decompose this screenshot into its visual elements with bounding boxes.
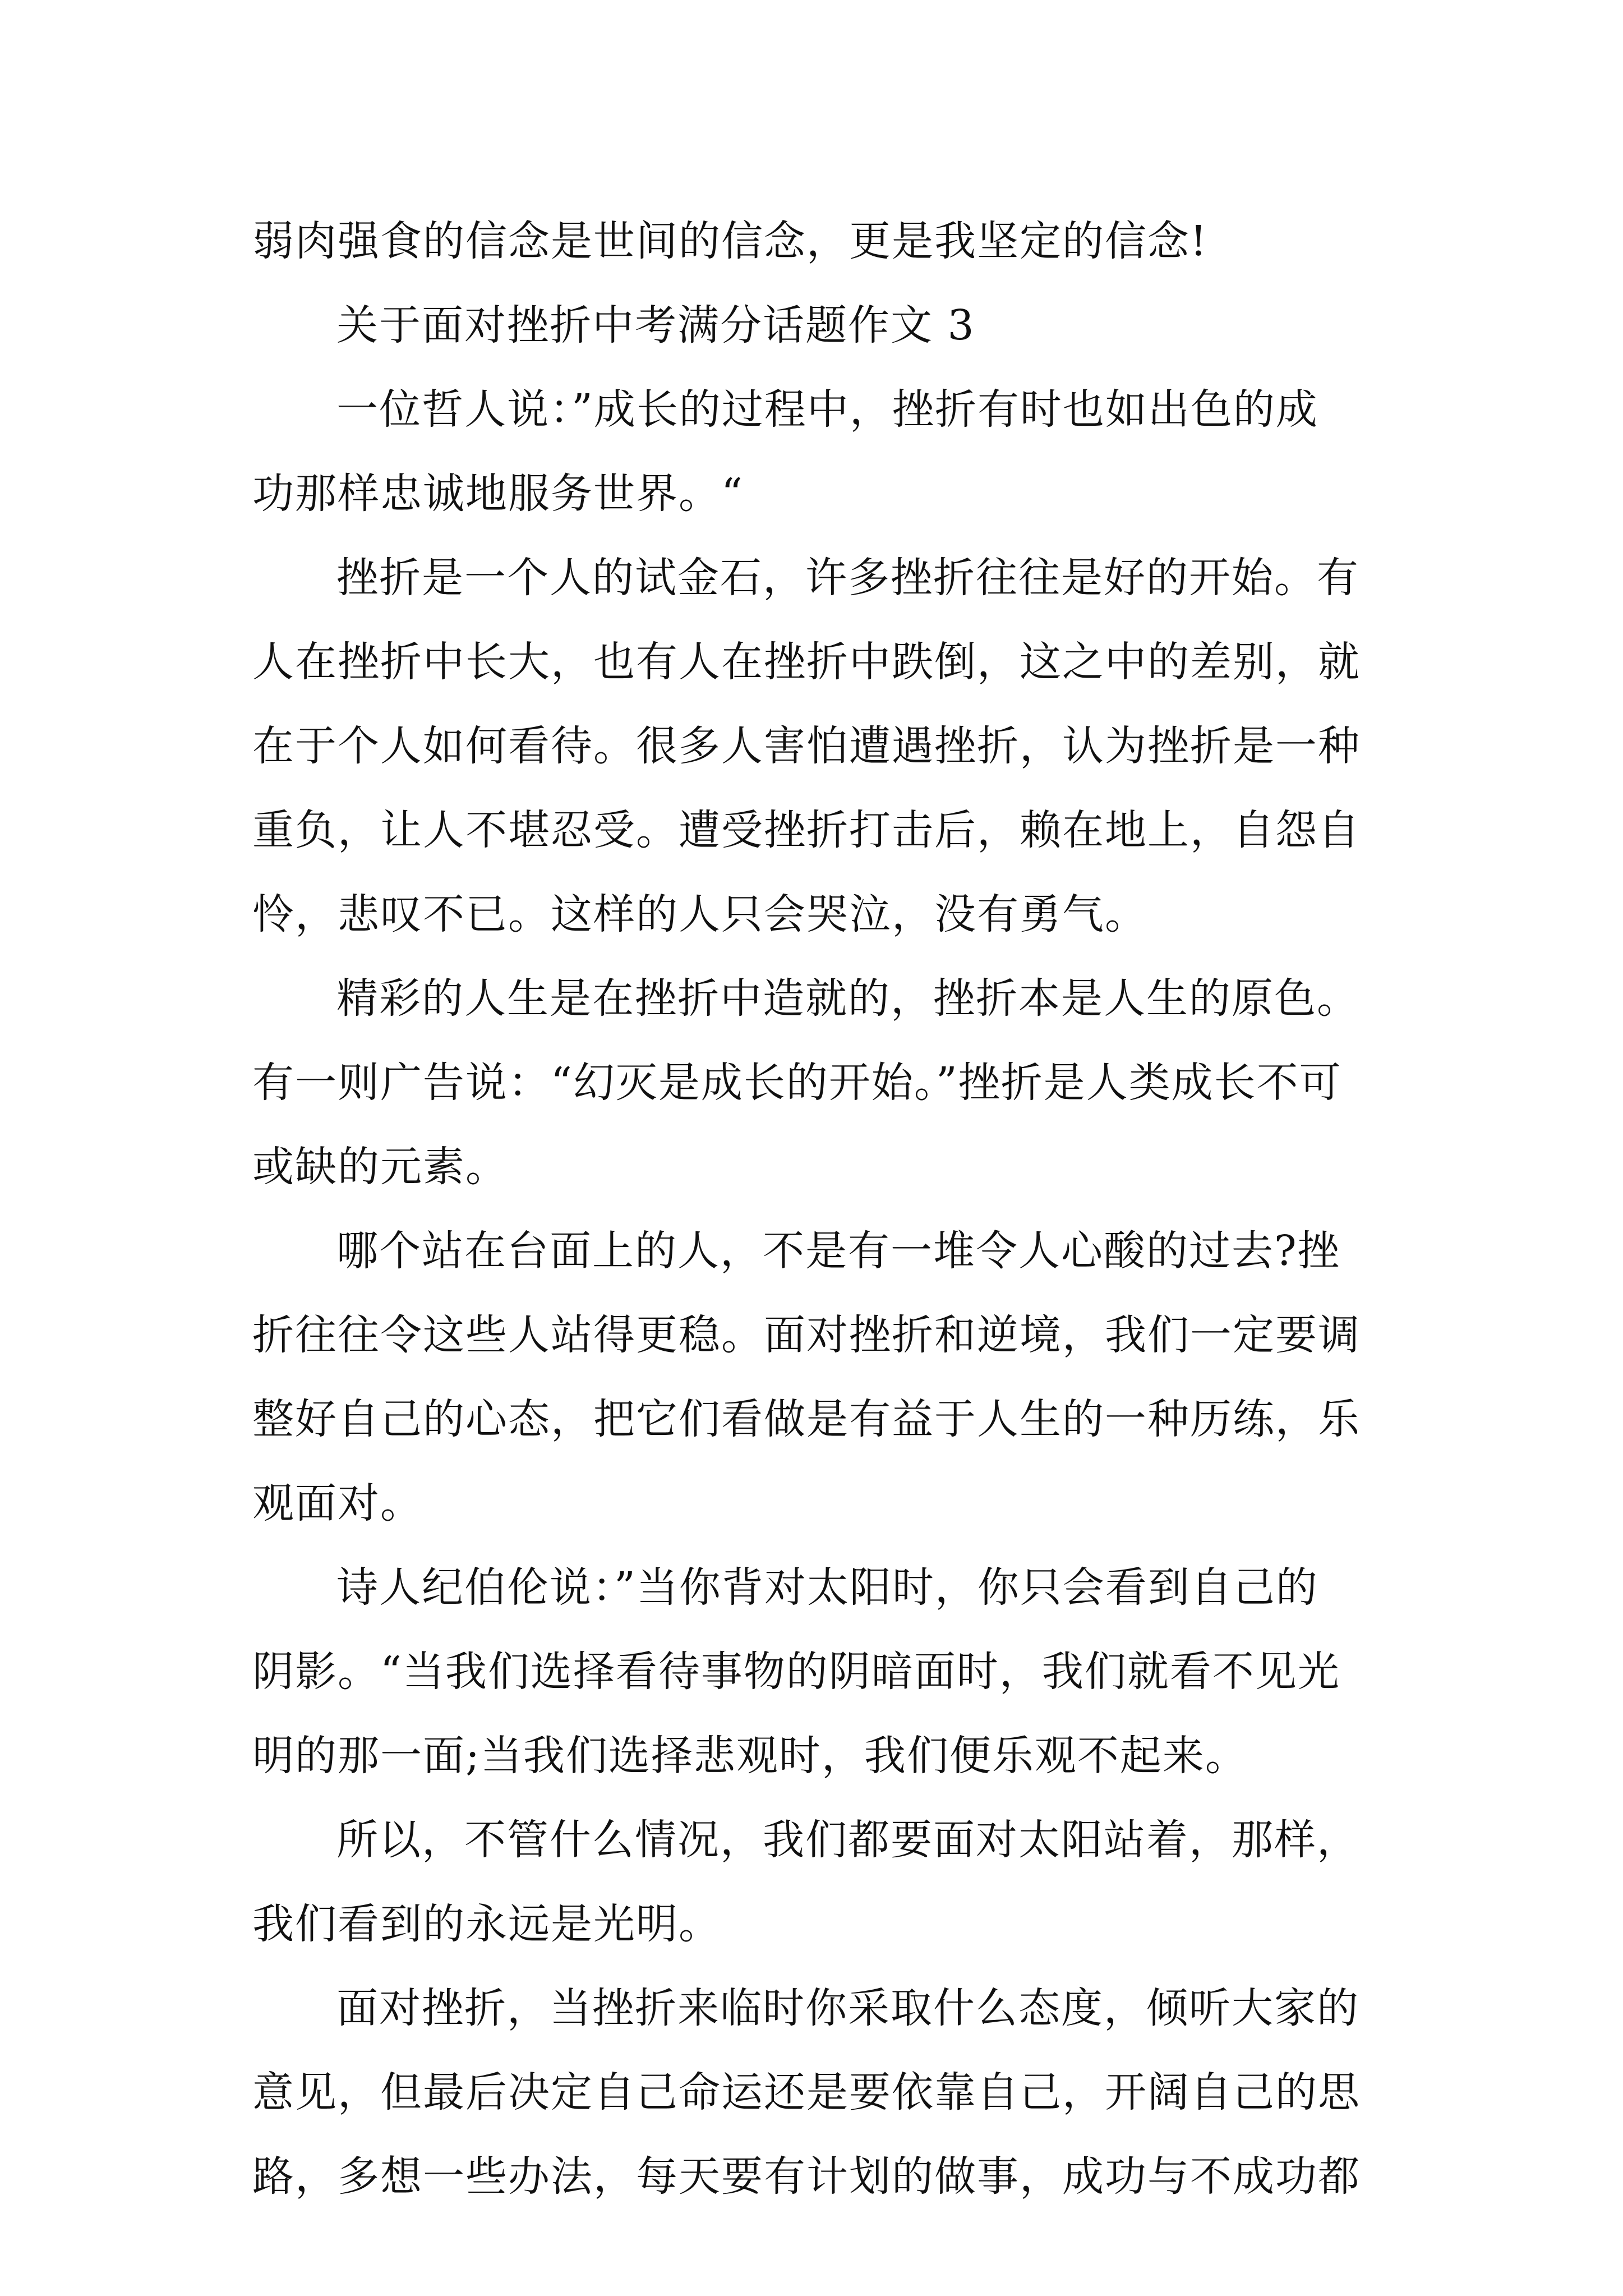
text-line: 面对挫折，当挫折来临时你采取什么态度，倾听大家的 <box>336 1984 1359 2032</box>
essay-title: 关于面对挫折中考满分话题作文 3 <box>336 301 975 349</box>
text-line: 一位哲人说：”成长的过程中，挫折有时也如出色的成 <box>336 385 1318 434</box>
text-line: 明的那一面;当我们选择悲观时，我们便乐观不起来。 <box>252 1732 1248 1780</box>
text-line: 整好自己的心态，把它们看做是有益于人生的一种历练，乐 <box>252 1395 1361 1443</box>
text-line: 我们看到的永远是光明。 <box>252 1900 721 1948</box>
text-line: 挫折是一个人的试金石，许多挫折往往是好的开始。有 <box>336 554 1359 602</box>
text-line: 功那样忠诚地服务世界。“ <box>252 470 744 518</box>
text-line: 折往往令这些人站得更稳。面对挫折和逆境，我们一定要调 <box>252 1311 1361 1359</box>
text-line: 重负，让人不堪忍受。遭受挫折打击后，赖在地上，自怨自 <box>252 806 1361 854</box>
text-line: 观面对。 <box>252 1479 423 1527</box>
text-line: 精彩的人生是在挫折中造就的，挫折本是人生的原色。 <box>336 974 1359 1023</box>
text-line: 或缺的元素。 <box>252 1143 508 1191</box>
text-line: 人在挫折中长大，也有人在挫折中跌倒，这之中的差别，就 <box>252 638 1361 686</box>
text-line: 阴影。“当我们选择看待事物的阴暗面时，我们就看不见光 <box>252 1648 1340 1696</box>
text-line: 有一则广告说：“幻灭是成长的开始。”挫折是人类成长不可 <box>252 1059 1342 1107</box>
text-line: 意见，但最后决定自己命运还是要依靠自己，开阔自己的思 <box>252 2068 1361 2116</box>
text-line: 路，多想一些办法，每天要有计划的做事，成功与不成功都 <box>252 2152 1361 2201</box>
text-line: 怜，悲叹不已。这样的人只会哭泣，没有勇气。 <box>252 890 1147 938</box>
text-line: 哪个站在台面上的人，不是有一堆令人心酸的过去?挫 <box>336 1227 1340 1275</box>
text-line: 所以，不管什么情况，我们都要面对太阳站着，那样， <box>336 1816 1359 1864</box>
text-line: 诗人纪伯伦说：”当你背对太阳时，你只会看到自己的 <box>336 1563 1318 1612</box>
text-line: 弱肉强食的信念是世间的信念，更是我坚定的信念! <box>252 217 1208 265</box>
text-line: 在于个人如何看待。很多人害怕遭遇挫折，认为挫折是一种 <box>252 722 1361 770</box>
